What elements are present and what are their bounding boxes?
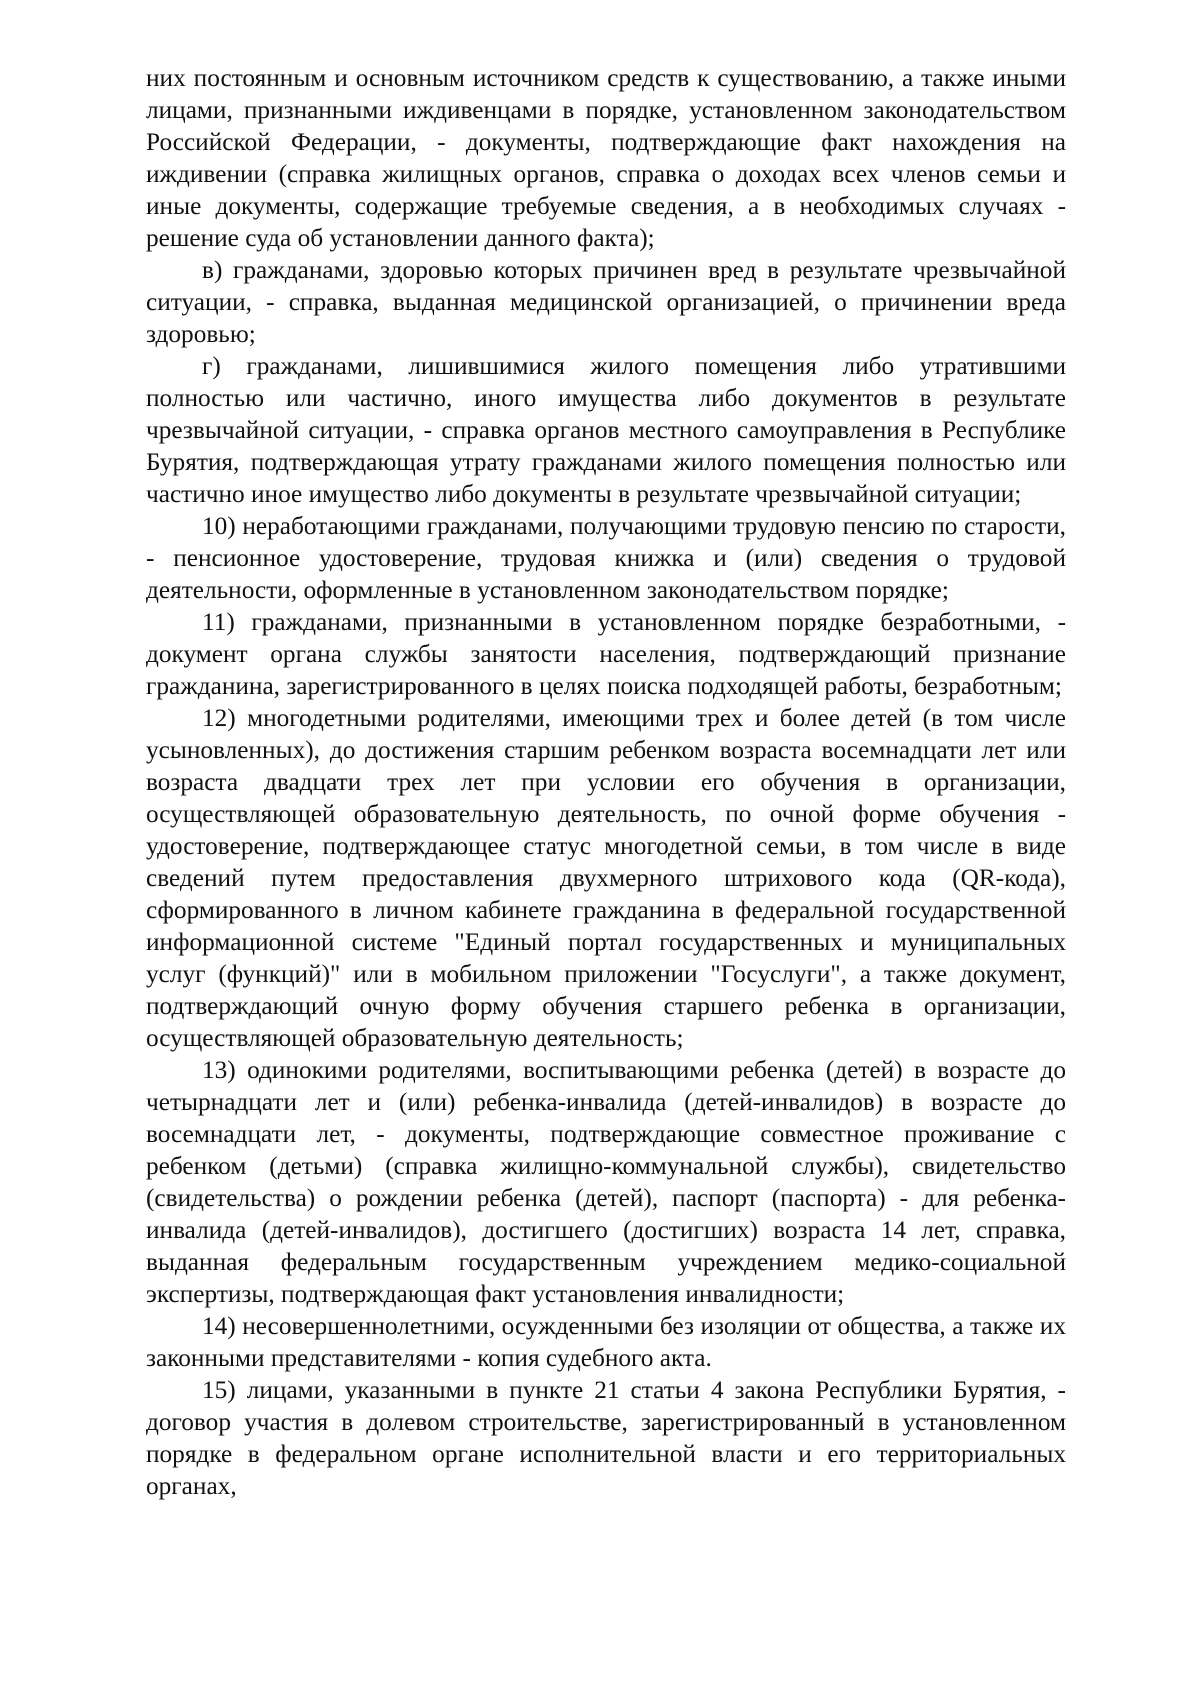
paragraph-item-10: 10) неработающими гражданами, получающими трудовую пенсию по старости, - пенсионное удостоверение, трудовая книжка и (или) сведения о трудовой деятельности, оформленные в установленном законодательством порядке; (146, 512, 1066, 604)
paragraph-item-11: 11) гражданами, признанными в установленном порядке безработными, - документ органа службы занятости населения, подтверждающий признание гражданина, зарегистрированного в целях поиска подходящей работы, безработным; (146, 608, 1066, 700)
paragraph-dependents-continuation: них постоянным и основным источником средств к существованию, а также иными лицами, признанными иждивенцами в порядке, установленном законодательством Российской Федерации, - документы, подтверждающие факт нахождения на иждивении (справка жилищных органов, справка о доходах всех членов семьи и иные документы, содержащие требуемые сведения, а в необходимых случаях - решение суда об установлении данного факта); (146, 64, 1066, 252)
paragraph-item-g: г) гражданами, лишившимися жилого помещения либо утратившими полностью или частично, иного имущества либо документов в результате чрезвычайной ситуации, - справка органов местного самоуправления в Республике Бурятия, подтверждающая утрату гражданами жилого помещения полностью или частично иное имущество либо документы в результате чрезвычайной ситуации; (146, 352, 1066, 508)
paragraph-item-v: в) гражданами, здоровью которых причинен вред в результате чрезвычайной ситуации, - справка, выданная медицинской организацией, о причинении вреда здоровью; (146, 256, 1066, 348)
document-page (146, 62, 1066, 1502)
paragraph-item-13: 13) одинокими родителями, воспитывающими ребенка (детей) в возрасте до четырнадцати лет и (или) ребенка-инвалида (детей-инвалидов) в возрасте до восемнадцати лет, - документы, подтверждающие совместное проживание с ребенком (детьми) (справка жилищно-коммунальной службы), свидетельство (свидетельства) о рождении ребенка (детей), паспорт (паспорта) - для ребенка-инвалида (детей-инвалидов), достигшего (достигших) возраста 14 лет, справка, выданная федеральным государственным учреждением медико-социальной экспертизы, подтверждающая факт установления инвалидности; (146, 1056, 1066, 1308)
paragraph-item-15: 15) лицами, указанными в пункте 21 статьи 4 закона Республики Бурятия, - договор участия в долевом строительстве, зарегистрированный в установленном порядке в федеральном органе исполнительной власти и его территориальных органах, (146, 1376, 1066, 1500)
paragraph-item-14: 14) несовершеннолетними, осужденными без изоляции от общества, а также их законными представителями - копия судебного акта. (146, 1312, 1066, 1372)
paragraph-item-12: 12) многодетными родителями, имеющими трех и более детей (в том числе усыновленных), до достижения старшим ребенком возраста восемнадцати лет или возраста двадцати трех лет при условии его обучения в организации, осуществляющей образовательную деятельность, по очной форме обучения - удостоверение, подтверждающее статус многодетной семьи, в том числе в виде сведений путем предоставления двухмерного штрихового кода (QR-кода), сформированного в личном кабинете гражданина в федеральной государственной информационной системе "Единый портал государственных и муниципальных услуг (функций)" или в мобильном приложении "Госуслуги", а также документ, подтверждающий очную форму обучения старшего ребенка в организации, осуществляющей образовательную деятельность; (146, 704, 1066, 1052)
